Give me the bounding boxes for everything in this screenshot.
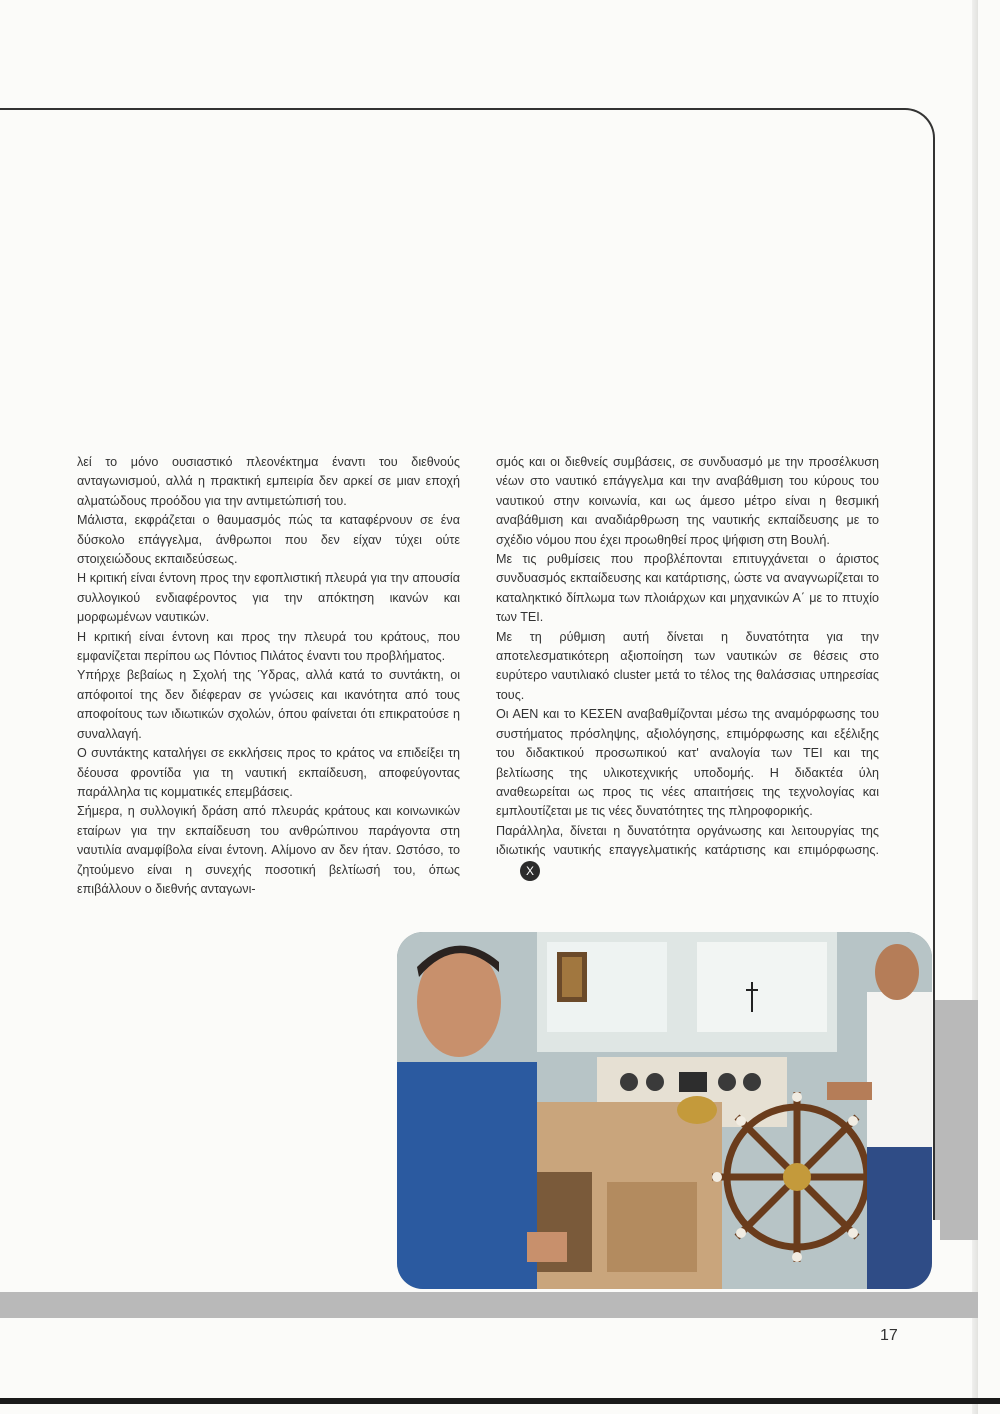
paragraph: Η κριτική είναι έντονη και προς την πλευρά του κράτους, που εμφανίζεται περίπου ως Πόντιος Πιλάτος έναντι του προβλήματος. xyxy=(77,629,460,664)
page-number: 17 xyxy=(880,1327,898,1344)
paragraph: Υπήρχε βεβαίως η Σχολή της Ύδρας, αλλά κατά το συντάκτη, οι απόφοιτοί της δεν διέφεραν σε γνώσεις και ικανότητα από τους αποφοίτους των ιδιωτικών σχολών, όπου φαίνεται ότι επικρατούσε η συναλλαγή. xyxy=(77,668,460,741)
paragraph: Ο συντάκτης καταλήγει σε εκκλήσεις προς το κράτος να επιδείξει τη δέουσα φροντίδα για τη ναυτική εκπαίδευση, αποφεύγοντας παράλληλα τις κομματικές επεμβάσεις. xyxy=(77,746,460,799)
right-text-column xyxy=(496,453,879,881)
left-text-column xyxy=(77,453,460,899)
paragraph: Μάλιστα, εκφράζεται ο θαυμασμός πώς τα καταφέρνουν σε ένα δύσκολο επάγγελμα, άνθρωποι που δεν είχαν τύχει ούτε στοιχειώδους εκπαιδεύσεως. xyxy=(77,513,460,567)
scan-edge-stripe xyxy=(0,1398,1000,1404)
ship-bridge-photo xyxy=(397,932,932,1289)
paragraph: Οι ΑΕΝ και το ΚΕΣΕΝ αναβαθμίζονται μέσω της αναμόρφωσης του συστήματος πρόσληψης, αξιολόγησης, επιμόρφωσης και εξέλιξης του διδακτικού προσωπικού κατ' αναλογία των ΤΕΙ και της βελτίωσης της υλικοτεχνικής υποδομής. Η διδακτέα ύλη αναθεωρείται ως προς τις νέες απαιτήσεις της τεχνολογίας και εμπλουτίζεται με τις νέες δυνατότητες της πληροφορικής. xyxy=(496,707,879,819)
ship-bridge-illustration xyxy=(397,932,932,1289)
paragraph: Σήμερα, η συλλογική δράση από πλευράς κράτους και κοινωνικών εταίρων για την εκπαίδευση του ανθρώπινου παράγοντα στη ναυτιλία αναμφίβολα είναι έντονη. Αλίμονο αν δεν ήταν. Ωστόσο, το ζητούμενο είναι η συνεχής ποσοτική βελτίωσή του, όπως επιβάλλουν ο διεθνής ανταγωνι- xyxy=(77,804,460,896)
grey-side-block xyxy=(935,1000,978,1240)
paragraph: Με τη ρύθμιση αυτή δίνεται η δυνατότητα για την αποτελεσματικότερη αξιοποίηση των ναυτικών σε θέσεις στο ευρύτερο ναυτιλιακό cluster μετά το τέλος της θαλάσσιας υπηρεσίας τους. xyxy=(496,629,879,702)
paragraph: Η κριτική είναι έντονη προς την εφοπλιστική πλευρά για την απουσία συλλογικού ενδιαφέροντος για την απόκτηση ικανών και μορφωμένων ναυτικών. xyxy=(77,571,460,625)
paragraph-text: Παράλληλα, δίνεται η δυνατότητα οργάνωσης και λειτουργίας της ιδιωτικής ναυτικής επαγγελματικής κατάρτισης και επιμόρφωσης. xyxy=(496,823,879,858)
end-of-article-icon: X xyxy=(520,861,540,881)
paragraph: Με τις ρυθμίσεις που προβλέπονται επιτυγχάνεται ο άριστος συνδυασμός εκπαίδευσης και κατάρτισης, ώστε να αναγνωρίζεται το καταληκτικό δίπλωμα των πλοιάρχων και μηχανικών Α΄ με το πτυχίο των ΤΕΙ. xyxy=(496,552,879,625)
paragraph-last xyxy=(496,822,879,881)
paragraph: σμός και οι διεθνείς συμβάσεις, σε συνδυασμό με την προσέλκυση νέων στο ναυτικό επάγγελμα και την αναβάθμιση του κύρους του ναυτικού στην κοινωνία, και ως άμεσο μέτρο είναι η θεσμική αναβάθμιση και αναδιάρθρωση της ναυτικής εκπαίδευσης με το σχέδιο νόμου που έχει προωθηθεί προς ψήφιση στη Βουλή. xyxy=(496,455,879,547)
paragraph: λεί το μόνο ουσιαστικό πλεονέκτημα έναντι του διεθνούς ανταγωνισμού, αλλά η πρακτική εμπειρία δεν αρκεί σε μιαν εποχή αλματώδους προόδου για την αντιμετώπισή του. xyxy=(77,455,460,508)
grey-footer-band xyxy=(0,1292,978,1318)
